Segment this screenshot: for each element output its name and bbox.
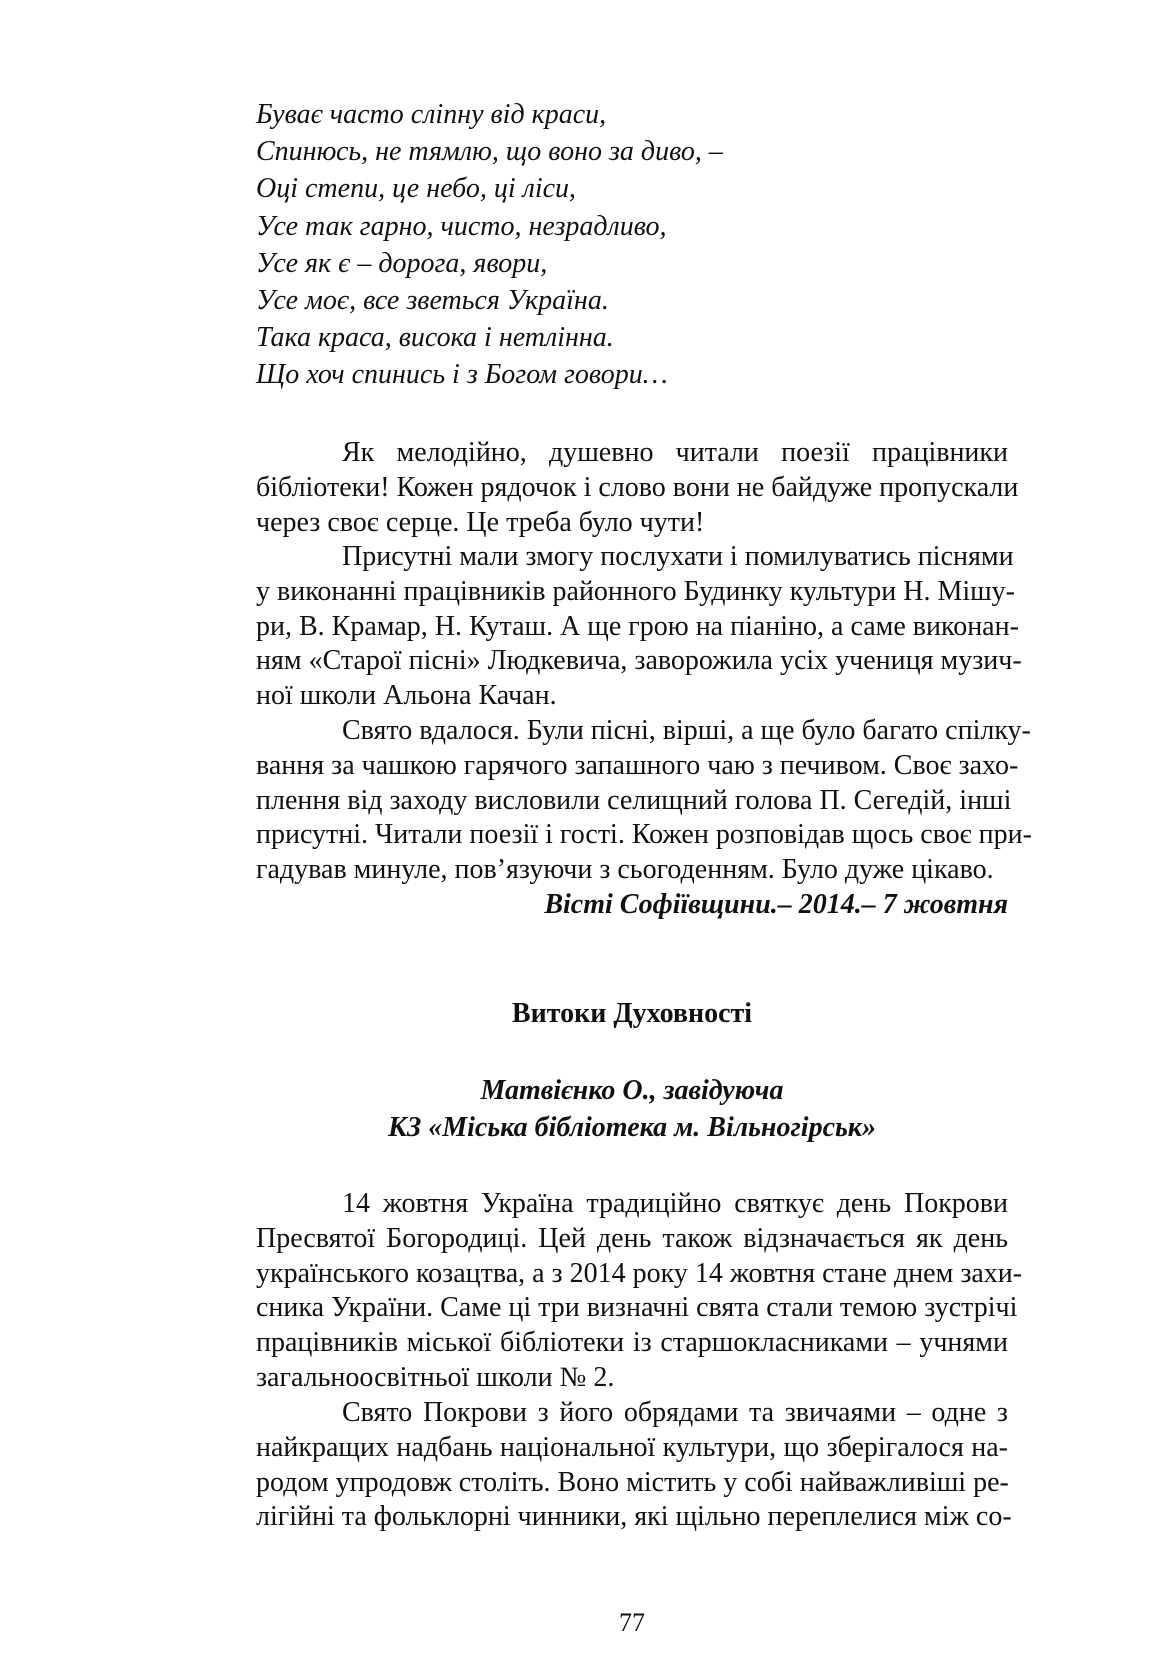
article-title: Витоки Духовності [511, 998, 753, 1029]
body-paragraph [256, 1396, 1012, 1535]
text-line: Присутні мали змогу послухати і помилуватись піснями [342, 541, 1014, 572]
poem-line: Така краса, висока і нетлінна. [256, 322, 614, 354]
text-line: у виконанні працівників районного Будинку культури Н. Мішу- [256, 575, 1016, 607]
poem-line: Буває часто сліпну від краси, [256, 99, 607, 130]
body-paragraph [256, 436, 1019, 540]
author-affiliation: КЗ «Міська бібліотека м. Вільногірськ» [387, 1112, 877, 1143]
text-line: українського козацтва, а з 2014 року 14 жовтня стане днем захи- [256, 1257, 1023, 1289]
body-paragraph [256, 540, 1022, 714]
text-line: найкращих надбань національної культури, що зберігалося на- [256, 1431, 1008, 1463]
page-number: 77 [619, 1608, 645, 1637]
text-line: Пресвятої Богородиці. Цей день також відзначається як день [256, 1222, 1008, 1254]
text-line: присутні. Читали поезії і гості. Кожен розповідав щось своє при- [256, 819, 1032, 851]
text-line: ної школи Альона Качан. [256, 680, 557, 712]
source-citation: Вісті Софіївщини.– 2014.– 7 жовтня [544, 889, 1008, 920]
author-block [256, 1072, 1008, 1146]
poem-line: Що хоч спинись і з Богом говори… [256, 359, 668, 391]
body-paragraph [256, 1187, 1023, 1396]
poem-line: Усе моє, все зветься Україна. [256, 285, 609, 317]
text-line: ри, В. Крамар, Н. Куташ. А ще грою на піаніно, а саме виконан- [256, 610, 1019, 642]
text-line: сника України. Саме ці три визначні свята стали темою зустрічі [256, 1292, 1018, 1324]
text-line: 14 жовтня Україна традиційно святкує день Покрови [342, 1188, 1008, 1219]
text-line: бібліотеки! Кожен рядочок і слово вони не байдуже пропускали [256, 471, 1019, 503]
poem-line: Усе так гарно, чисто, незрадливо, [256, 210, 667, 242]
body-paragraph [256, 714, 1032, 888]
text-line: ням «Старої пісні» Людкевича, заворожила усіх учениця музич- [256, 645, 1022, 677]
poem-line: Усе як є – дорога, явори, [256, 247, 548, 279]
text-line: Свято Покрови з його обрядами та звичаями – одне з [342, 1397, 1008, 1428]
text-line: родом упродовж століть. Воно містить у собі найважливіші ре- [256, 1466, 1009, 1498]
text-line: Як мелодійно, душевно читали поезії працівники [342, 437, 1008, 468]
text-line: лігійні та фольклорні чинники, які щільно переплелися між со- [256, 1501, 1012, 1533]
text-line: вання за чашкою гарячого запашного чаю з печивом. Своє захо- [256, 749, 1019, 781]
text-line: Свято вдалося. Були пісні, вірші, а ще було багато спілку- [342, 715, 1031, 746]
text-line: загальноосвітньої школи № 2. [256, 1361, 615, 1393]
poem-line: Оці степи, це небо, ці ліси, [256, 173, 577, 205]
text-line: працівників міської бібліотеки із старшокласниками – учнями [256, 1327, 1008, 1359]
poem [256, 96, 876, 394]
text-line: плення від заходу висловили селищний голова П. Сегедій, інші [256, 784, 1012, 816]
text-line: гадував минуле, пов’язуючи з сьогоденням. Було дуже цікаво. [256, 854, 994, 886]
text-line: через своє серце. Це треба було чути! [256, 506, 705, 538]
poem-line: Спинюсь, не тямлю, що воно за диво, – [256, 136, 723, 168]
author-name: Матвієнко О., завідуюча [480, 1075, 784, 1106]
